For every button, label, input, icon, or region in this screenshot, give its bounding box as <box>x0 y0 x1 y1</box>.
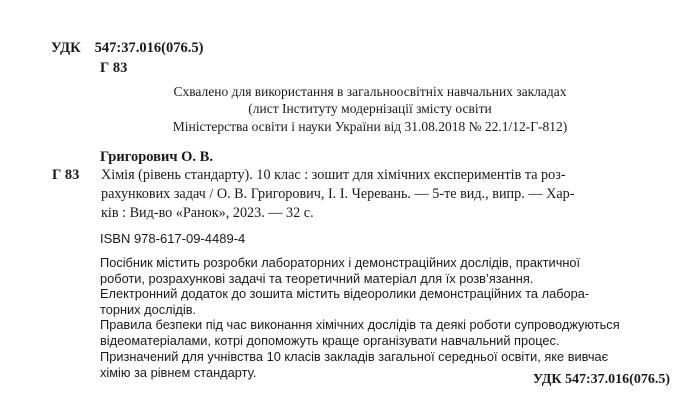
author-heading: Григорович О. В. <box>100 149 213 165</box>
annotation-line: хімію за рівнем стандарту. <box>100 365 257 380</box>
author-index-top: Г 83 <box>100 60 128 76</box>
annotation-line: торних дослідів. <box>100 302 197 317</box>
description-line-3: ків : Вид-во «Ранок», 2023. — 32 с. <box>101 205 314 221</box>
description-line-2: рахункових задач / О. В. Григорович, І. І. Черевань. — 5-те вид., випр. — Хар- <box>101 186 575 202</box>
udk-footer: УДК 547:37.016(076.5) <box>532 372 670 387</box>
annotation-line: Електронний додаток до зошита містить відеоролики демонстраційних та лабора- <box>100 286 590 301</box>
annotation-line: відеоматеріалами, котрі допоможуть краще організувати навчальний процес. <box>100 333 560 348</box>
annotation-line: роботи, розрахункові задачі та теоретичний матеріал для їх розв’язання. <box>100 271 534 286</box>
description-line-1: Хімія (рівень стандарту). 10 клас : зошит для хімічних експериментів та роз- <box>101 167 566 183</box>
approval-line-1: Схвалено для використання в загальноосвітніх навчальних закладах <box>173 84 567 99</box>
approval-line-2: (лист Інституту модернізації змісту освіти <box>248 101 492 116</box>
author-index: Г 83 <box>52 167 80 183</box>
approval-line-3: Міністерства освіти і науки України від 31.08.2018 № 22.1/12-Г-812) <box>172 119 568 134</box>
isbn: ISBN 978-617-09-4489-4 <box>100 231 246 246</box>
udk-label: УДК <box>51 40 81 56</box>
udk-code: 547:37.016(076.5) <box>94 40 204 56</box>
udk-header <box>51 40 203 57</box>
annotation-line: Посібник містить розробки лабораторних і демонстраційних дослідів, практичної <box>100 255 581 270</box>
annotation-line: Правила безпеки під час виконання хімічних дослідів та деякі роботи супроводжуються <box>100 317 620 332</box>
annotation-line: Призначений для учнівства 10 класів закладів загальної середньої освіти, яке вивчає <box>100 349 609 364</box>
